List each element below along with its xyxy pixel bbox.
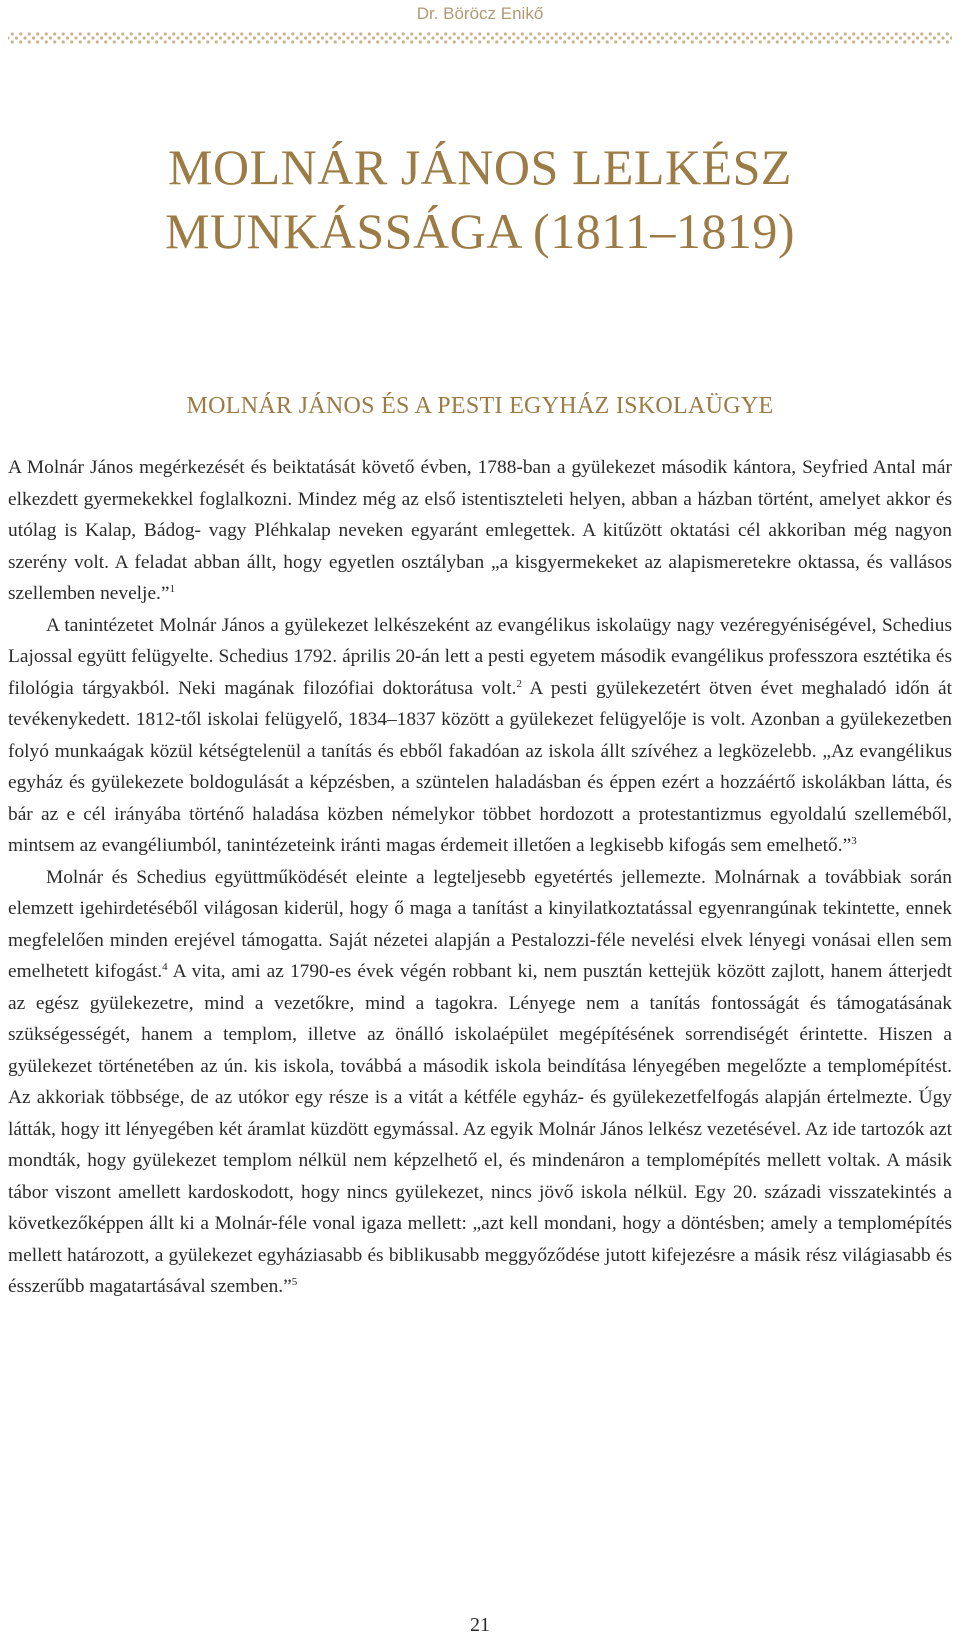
chapter-title — [0, 135, 960, 263]
paragraph-text: A pesti gyülekezetért ötven évet meghaladó időn át tevékenykedett. 1812-től iskolai felügyelő, 1834–1837 között a gyülekezet felügyelője is volt. Azonban a gyülekezetben folyó munkaágak közül kétségtelenül a tanítás és ebből fakadóan az iskola állt szívéhez a legközelebb. „Az evangélikus egyház és gyülekezete boldogulását a képzésben, a szüntelen haladásban és éppen ezért a hozzáértő iskolákban látta, és bár az e cél irányába történő haladása közben némelykor többet hordozott a protestantizmus egyoldalú szelleméből, mintsem az evangéliumból, tanintézeteink iránti magas érdemeit illetően a legkisebb kifogás sem emelhető.” — [8, 677, 952, 856]
chapter-title-line-2: MUNKÁSSÁGA (1811–1819) — [164, 203, 796, 259]
paragraph-1 — [8, 452, 952, 610]
footnote-ref-4[interactable]: 4 — [162, 961, 168, 973]
page-number: 21 — [470, 1614, 490, 1636]
ornamental-divider — [8, 31, 952, 45]
paragraph-text: A Molnár János megérkezését és beiktatását követő évben, 1788-ban a gyülekezet második kántora, Seyfried Antal már elkezdett gyermekekkel foglalkozni. Mindez még az első istentiszteleti helyen, abban a házban történt, amelyet akkor és utólag is Kalap, Bádog- vagy Pléhkalap neveken egyaránt emlegettek. A kitűzött oktatási cél akkoriban még nagyon szerény volt. A feladat abban állt, hogy egyetlen osztályban „a kisgyermekeket az alapismeretekre oktassa, és vallásos szellemben nevelje.” — [8, 457, 952, 604]
paragraph-2 — [8, 610, 952, 862]
body-text — [8, 452, 952, 1303]
footnote-ref-3[interactable]: 3 — [851, 835, 857, 847]
paragraph-3 — [8, 862, 952, 1303]
section-title: MOLNÁR JÁNOS ÉS A PESTI EGYHÁZ ISKOLAÜGYE — [186, 393, 774, 419]
footnote-ref-1[interactable]: 1 — [169, 583, 176, 595]
chapter-title-line-1: MOLNÁR JÁNOS LELKÉSZ — [168, 139, 792, 195]
footnote-ref-2[interactable]: 2 — [516, 677, 522, 690]
running-head: Dr. Böröcz Enikő — [416, 4, 544, 23]
paragraph-text: A vita, ami az 1790-es évek végén robbant ki, nem pusztán kettejük között zajlott, hanem átterjedt az egész gyülekezetre, mind a vezetőkre, mind a tagokra. Lényege nem a tanítás fontosságát és támogatásának szükségességét, hanem a templom, illetve az önálló iskolaépület megépítésének sorrendiségét érintette. Hiszen a gyülekezet történetében az ún. kis iskola, továbbá a második iskola beindítása lényegében megelőzte a templomépítést. Az akkoriak többsége, de az utókor egy része is a vitát a kétféle egyház- és gyülekezetfelfogás alapján értelmezte. Úgy látták, hogy itt lényegében két áramlat küzdött egymással. Az egyik Molnár János lelkész vezetésével. Az ide tartozók azt mondták, hogy gyülekezet templom nélkül nem képzelhető el, és mindenáron a templomépítés mellett voltak. A másik tábor viszont amellett kardoskodott, hogy nincs gyülekezet, nincs jövő iskola nélkül. Egy 20. századi visszatekintés a következőképpen állt ki a Molnár-féle vonal igaza mellett: „azt kell mondani, hogy a döntésben; amely a templomépítés mellett határozott, a gyülekezet egyháziasabb és biblikusabb meggyőződése jutott kifejezésre a másik rész világiasabb és ésszerűbb magatartásával szemben.” — [8, 961, 952, 1297]
paragraph-text: Molnár és Schedius együttműködését eleinte a legteljesebb egyetértés jellemezte. Molnárnak a továbbiak során elemzett igehirdetéséből világosan kiderül, hogy ő maga a tanítást a kinyilatkoztatással egyenrangúnak tekintette, ennek megfelelően minden erejével támogatta. Saját nézetei alapján a Pestalozzi-féle nevelési elvek lényegi vonásai ellen sem emelhetett kifogást. — [8, 866, 952, 982]
footnote-ref-5[interactable]: 5 — [291, 1276, 298, 1288]
paragraph-text: A tanintézetet Molnár János a gyülekezet lelkészeként az evangélikus iskolaügy nagy vezéregyéniségével, Schedius Lajossal együtt felügyelte. Schedius 1792. április 20-án lett a pesti egyetem második evangélikus professzora esztétika és filológia tárgyakból. Neki magának filozófiai doktorátusa volt. — [8, 614, 952, 699]
